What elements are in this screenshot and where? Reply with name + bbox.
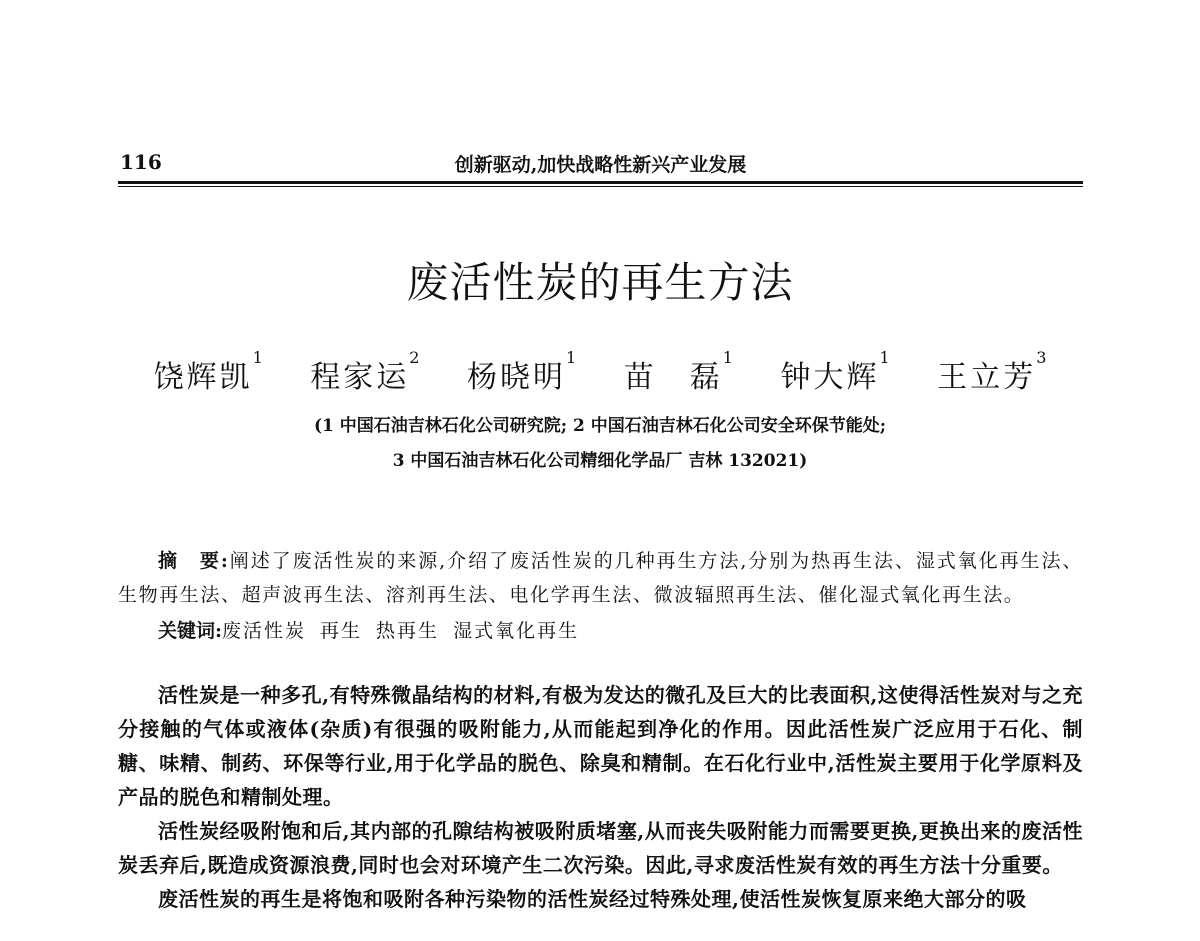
- header-rule-thin: [118, 186, 1083, 187]
- page-number: 116: [120, 150, 162, 174]
- paragraph: 活性炭是一种多孔,有特殊微晶结构的材料,有极为发达的微孔及巨大的比表面积,这使得活性炭对与之充分接触的气体或液体(杂质)有很强的吸附能力,从而能起到净化的作用。因此活性炭广泛应用于石化、制糖、味精、制药、环保等行业,用于化学品的脱色、除臭和精制。在石化行业中,活性炭主要用于化学原料及产品的脱色和精制处理。: [118, 683, 1083, 809]
- keywords: [118, 614, 1083, 648]
- author: 饶辉凯$^1$: [153, 348, 263, 395]
- paragraph: 废活性炭的再生是将饱和吸附各种污染物的活性炭经过特殊处理,使活性炭恢复原来绝大部分的吸: [158, 887, 1027, 911]
- author: 杨晓明$^1$: [467, 348, 577, 395]
- affiliation-line: 3 中国石油吉林石化公司精细化学品厂 吉林 132021): [392, 451, 808, 471]
- affiliation-line: (1 中国石油吉林石化公司研究院; 2 中国石油吉林石化公司安全环保节能处;: [313, 416, 886, 436]
- running-head: 创新驱动,加快战略性新兴产业发展: [454, 154, 747, 176]
- keyword: 再生: [320, 620, 363, 642]
- abstract: [118, 544, 1083, 612]
- author: 苗 磊$^1$: [623, 348, 733, 395]
- keywords-label: 关键词:: [158, 620, 223, 642]
- author: 王立芳$^3$: [937, 348, 1047, 395]
- header-rule-thick: [118, 181, 1083, 184]
- author: 程家运$^2$: [310, 348, 420, 395]
- keyword: 废活性炭: [222, 620, 307, 642]
- author-list: [0, 348, 1200, 396]
- keyword: 湿式氧化再生: [453, 620, 580, 642]
- paper-title: 废活性炭的再生方法: [406, 258, 794, 307]
- abstract-label: 摘 要:: [158, 550, 230, 572]
- body-text: [118, 678, 1083, 916]
- paragraph: 活性炭经吸附饱和后,其内部的孔隙结构被吸附质堵塞,从而丧失吸附能力而需要更换,更换出来的废活性炭丢弃后,既造成资源浪费,同时也会对环境产生二次污染。因此,寻求废活性炭有效的再生方法十分重要。: [118, 819, 1083, 877]
- author: 钟大辉$^1$: [780, 348, 890, 395]
- page-header: [118, 148, 1083, 178]
- keyword: 热再生: [376, 620, 440, 642]
- abstract-text: 阐述了废活性炭的来源,介绍了废活性炭的几种再生方法,分别为热再生法、湿式氧化再生法、生物再生法、超声波再生法、溶剂再生法、电化学再生法、微波辐照再生法、催化湿式氧化再生法。: [118, 550, 1083, 606]
